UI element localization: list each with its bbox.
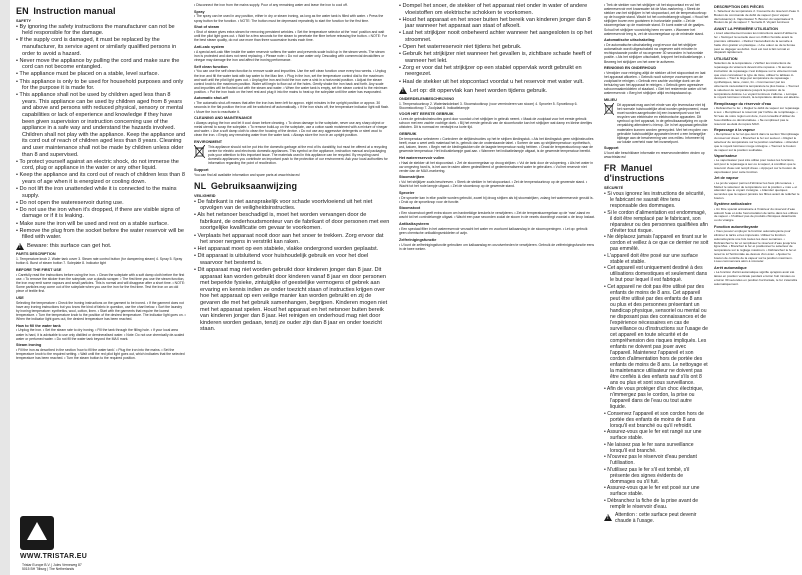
safety-item: • This appliance is only to be used for household purposes and only for the purpose it is made for.: [16, 78, 184, 92]
safety-item: • Haal de stekker uit het stopcontact voordat u het reservoir met water vult.: [399, 78, 584, 85]
column-en-nl: [190, 0, 395, 575]
safety-item: • Si le cordon d'alimentation est endommagé, il doit être remplacé par le fabricant, son réparateur ou des personnes qualifiées afin d'éviter tout risque.: [604, 209, 708, 234]
safety-item: • Do not lift the iron unattended while it is connected to the mains supply.: [16, 186, 177, 199]
fr-safety-list: [604, 191, 709, 510]
safety-item: • Dit apparaat mag niet worden gebruikt door kinderen jonger dan 8 jaar. Dit apparaat kan worden gebruikt door kinderen vanaf 8 jaar en door personen met beperkte fysieke, zintuiglijke of geestelijke vermogens of gebrek aan ervaring en kennis indien ze onder toezicht staan of instructies krijgen over hoe het apparaat op een veilige manier kan worden gebruikt en zij de gevaren die met het gebruik samenhangen, begrijpen. Kinderen mogen niet met het apparaat spelen. Houd het apparaat en het netsnoer buiten bereik van kinderen jonger dan 8 jaar. Het reinigen en onderhoud mag niet door kinderen worden gedaan, tenzij ze ouder zijn dan 8 jaar en onder toezicht staan.: [194, 266, 388, 333]
safety-item: • Afin de vous protéger d'un choc électrique, n'immergez pas le cordon, la prise ou l'appareil dans de l'eau ou tout autre liquide.: [604, 386, 704, 411]
tristar-logo: [20, 516, 54, 550]
en-safety-list: [16, 24, 186, 241]
fr-safety-label: SÉCURITÉ: [604, 186, 624, 191]
safety-item: • Never move the appliance by pulling the cord and make sure the cord can not become entangled.: [16, 57, 180, 71]
safety-item: • Si vous ignorez les instructions de sécurité, le fabricant ne saurait être tenu responsable des dommages.: [604, 191, 705, 210]
en-sections-cont: • Disconnect the iron from the mains supply. Pour of any remaining water and leave the iron to cool off. Spray • The spray can be used in any position, either in dry or steam ironing, as long as the water tank is filled with water. • Press the spray button for the function. • NOTE: The button must be depressed repeatedly to start the function for the first time. Shot of steam • Shot of steam gives extra steam for removing persistent wrinkles. • Set the temperature selector at the 'max' position and wait until the pilot light goes out. • Wait for a few seconds for the steam to penetrate the fibre before releasing the button. • NOTE: For the best steam quality, do not use more than three successive bursts each time. Anti-calc system • A special anti-calc filter inside the water reservoir softens the water and prevents scale build up in the steam vents. The steam iron is protected and does not need replacing. • Please note: • Do not use water only. Descaling with commercial decalcifiers or vinegar may damage the iron and affect the ironing performance. Self clean function • You can use the self clean function to remove scale and impurities. Use the self clean function once every two weeks. • Unplug the iron and fill the water tank with tap water to the Max line. • Plug in the iron, set the temperature control dial to the maximum and wait until the pilot light goes out. • Unplug the iron and hold the iron over a sink in a horizontal position. • Adjust the steam control knob to the maximum position. Water will begin to flow out of the holes. Gently shake the iron back and forth. Any scale and impurities will be flushed out with the steam and water. • When the water tank is empty, set the steam control to the minimum position. • Put the iron back on the heel rest and plug it into the mains to heat up the soleplate until the water has evaporated. Automatic shut-off • The automatic shut-off means that after the iron has been left for approx. eight minutes in the upright position or approx. 30 seconds in the flat position the iron will be switched off automatically. • If the iron shuts off, the temperature indicator light will flash. • Move the iron to reactivate it. CLEANING AND MAINTENANCE • Always unplug the iron and let it cool down before cleaning. • To clean damage to the soleplate, never use any sharp object or metal utensil to scrap the soleplate. • To remove build-up on the soleplate, use a cotton swab moistened with a mixture of vinegar and water. • Use a soft damp cloth to clean the housing of the device. • Do not use any aggressive detergents or steel wool to clean the iron. • Empty any remaining water from the water tank. • Always store the iron in an upright position. ENVIRONMENT This appliance should not be put into the domestic garbage at the end of its durability, but must be offered at a recycling centre for electric and electronic domestic appliances. This symbol on the appliance, instruction manual and packaging puts your attention to this important issue. The materials used in this appliance can be recycled. By recycling used domestic appliances you contribute an important push to the protection of our environment. Ask your local authorities for information regarding the point of recollection. Support You can find all available information and spare parts at www.tristar.eu!: [194, 3, 390, 177]
nl-safety-list: [194, 199, 390, 333]
warning-triangle-icon: [604, 514, 612, 521]
safety-item: • Dit apparaat is uitsluitend voor huishoudelijk gebruik en voor het doel waarvoor het bestemd is.: [194, 253, 369, 266]
safety-item: • Als het netsnoer beschadigd is, moet het worden vervangen door de fabrikant, de onderhoudsmonteur van de fabrikant of door personen met een soortgelijke kwalificatie om gevaar te voorkomen.: [194, 212, 390, 232]
website: WWW.TRISTAR.EU: [20, 553, 88, 560]
safety-item: • Cet appareil ne doit pas être utilisé par des enfants de moins de 8 ans. Cet appareil peut être utilisé par des enfants de 8 ans ou plus et des personnes présentant un handicap physique, sensoriel ou mental ou ne disposant pas des connaissances et de l'expérience nécessaires en cas de surveillance ou d'instructions sur l'usage de cet appareil en toute sécurité et de compréhension des risques impliqués. Les enfants ne doivent pas jouer avec l'appareil. Maintenez l'appareil et son cordon d'alimentation hors de portée des enfants de moins de 8 ans. Le nettoyage et la maintenance utilisateur ne doivent pas être confiés à des enfants sauf s'ils ont 8 ans ou plus et sont sous surveillance.: [604, 283, 708, 386]
safety-item: • By ignoring the safety instructions the manufacturer can not be held responsible for the damage.: [16, 23, 175, 37]
safety-item: • Do not use the iron when it's dropped, if there are visible signs of damage or if it is leaking.: [16, 206, 180, 220]
crossed-bin-icon: [194, 145, 205, 158]
en-title: EN Instruction manual: [16, 6, 116, 16]
en-safety-label: SAFETY: [16, 19, 31, 23]
safety-item: • Do not open the watereservoir during use.: [16, 199, 124, 206]
margin-strip: [0, 0, 10, 575]
en-sections: PARTS DESCRIPTION 1. Temperature knob 2. Water tank cover 3. Steam rate control button (for dampening steam) 4. Spray 5. Spray button 6. Burst of steam button 7. Soleplate 8. Indicator light BEFORE THE FIRST USE • Carefully read the instructions before using the iron. • Clean the soleplate with a soft damp cloth before the first use. • To remove the sticker from the soleplate, use a plastic scraper. • The first time you use the steam function, the iron may emit some vapours and small particles. This is normal and will disappear after a short time. • NOTE: Some particles may come out of the soleplate when you use the iron for the first time. Test the iron on an old piece of textile first. USE Selecting the temperature • Check the ironing instructions on the garment to be ironed. • If the garment does not have any ironing instructions but you know the kind of fabric in question, use the chart below. • Sort the laundry by ironing temperature: synthetics, wool, cotton, linen. • Start with the garments that require the lowest temperature. • Turn the temperature knob to the position of the desired temperature. The indicator light goes on. • When the indicator light goes out, the desired temperature has been reached. How to fill the water tank • Unplug the iron. • Set the steam rate to dry ironing. • Fill the tank through the filling hole. • If your local area water is hard, it is advisable to use only distilled or demineralised water. • Note: Do not use chemically de-scaled water or perfumed water. • Do not fill the water tank beyond the MAX mark. Steam ironing • Fill the iron as described in the section 'how to fill the water tank'. • Plug the iron into the mains. • Set the temperature knob to the required setting. • Wait until the red pilot light goes out, which indicates that the selected temperature has been reached. • Turn the steam button to the required position.: [16, 252, 186, 361]
safety-item: • Laat het strijkijzer nooit onbeheerd achter wanneer het aangesloten is op het stroomnet.: [399, 30, 593, 43]
fr-hot-warning: ! Attention : cette surface peut devenir chaude à l'usage.: [604, 512, 709, 524]
safety-item: • The appliance must be placed on a stable, level surface.: [16, 71, 160, 78]
nl-title: NL Gebruiksaanwijzing: [194, 180, 298, 191]
safety-item: • N'ouvrez pas le réservoir d'eau pendant l'utilisation.: [604, 454, 697, 467]
safety-item: • Assurez-vous que le fer est posé sur une surface stable.: [604, 485, 700, 498]
safety-item: • Assurez-vous que le fer est rangé sur une surface stable.: [604, 429, 702, 442]
column-nl: [395, 0, 600, 575]
safety-item: • Cet appareil est uniquement destiné à des utilisations domestiques et seulement dans le but pour lequel il est fabriqué.: [604, 265, 708, 284]
crossed-bin-icon: [604, 103, 614, 115]
warning-triangle-icon: [399, 87, 407, 94]
safety-item: • Keep the appliance and its cord out of reach of children less than 8 years of age when it is energized or cooling down.: [16, 172, 185, 185]
nl-hot-warning: ! Let op: dit oppervlak kan heet worden tijdens gebruik.: [399, 87, 595, 94]
safety-item: • If the supply cord is damaged, it must be replaced by the manufacturer, its service agent or similarly qualified persons in order to avoid a hazard.: [16, 37, 177, 57]
warning-triangle-icon: [16, 243, 24, 250]
en-hot-warning: ! Beware: this surface can get hot.: [16, 243, 186, 250]
safety-item: • Débranchez la fiche de la prise avant de remplir le réservoir d'eau.: [604, 497, 699, 510]
safety-item: • Gebruik het strijkijzer niet wanneer het gevallen is, zichtbare schade heeft of wanneer het lekt.: [399, 51, 592, 64]
safety-item: • Ne déplacez jamais l'appareil en tirant sur le cordon et veillez à ce que ce dernier ne soit pas emmêlé.: [604, 234, 709, 253]
safety-item: • Zorg er voor dat het strijkijzer op een stabiel oppervlak wordt gebruikt en neergezet.: [399, 64, 582, 78]
safety-item: • Verplaats het apparaat nooit door aan het snoer te trekken. Zorg ervoor dat het snoer nergens in verstrikt kan raken.: [194, 232, 384, 246]
safety-item: • Dompel het snoer, de stekker of het apparaat niet onder in water of andere vloeistoffen om elektrische schokken te voorkomen.: [399, 3, 588, 16]
fr-sections: DESCRIPTION DES PIÈCES 1. Sélecteur de température 2. Couvercle du réservoir d'eau 3. Bouton de commande de débit de vapeur (pour vapeur décroissante) 4. Vaporisateur 5. Bouton du vaporisateur 6. Bouton de jet de vapeur 7. Semelle 8. Voyant lumineux AVANT LA PREMIÈRE UTILISATION • Lisez attentivement toutes les instructions avant d'utiliser le fer. • Nettoyez la semelle avec un chiffon humide avant la première utilisation. • Retirez l'autocollant de la semelle à l'aide d'un grattoir en plastique. • Une odeur ou de la fumée peut se dégager au début. Ceci est tout à fait normal et disparaît rapidement. UTILISATION Sélection de la température • Vérifiez les instructions de repassage du vêtement devant être repassé. • Si aucune instruction de repassage n'est indiquée sur le vêtement mais que vous connaissez le type de tissu, utilisez le tableau ci-dessous. • Triez le linge par température de repassage : synthétiques, laine, coton, lin. • Commencez par les vêtements nécessitant la température la plus basse. • Tournez le sélecteur de température jusqu'à la position de la température désirée. Le voyant lumineux s'allume. • Lorsque le voyant lumineux s'éteint, la température désirée est atteinte. Remplissage du réservoir d'eau • Débranchez le fer. • Réglez le débit de vapeur sur repassage à sec. • Remplissez le réservoir par l'orifice de remplissage. • Si l'eau de votre région est dure, il est conseillé d'utiliser de l'eau distillée ou déminéralisée. • Ne remplissez pas le réservoir au-delà du repère MAX. Repassage à la vapeur • Remplissez le fer tel que décrit dans la section 'Remplissage du réservoir d'eau'. • Branchez le fer sur secteur. • Réglez le sélecteur de température sur la position souhaitée. • Attendez que le voyant lumineux rouge s'éteigne. • Tournez le bouton de vapeur sur la position souhaitée. Vaporisateur • Le vaporisateur peut être utilisé pour toutes les fonctions, soit pour le repassage à sec ou à vapeur, à condition que le réservoir d'eau soit rempli d'eau. • Appuyez sur le bouton du vaporisateur pour cette fonction. Jet de vapeur • Le jet de vapeur permet d'éliminer les faux plis tenaces. • Mettez le sélecteur de température sur la position « max » et attendez que le voyant s'éteigne. • Attendez quelques secondes que la vapeur pénètre les fibres avant de relâcher le bouton. Système anticalcaire • Un filtre spécial anticalcaire à l'intérieur du réservoir d'eau adoucit l'eau et évite l'accumulation de tartre dans les orifices de vapeur. • N'utilisez pas de produits chimiques détartrants ou du vinaigre. Fonction autonettoyante • Vous pouvez employer la fonction autonettoyante pour éliminer le tartre et les impuretés. Utilisez la fonction autonettoyante une fois toutes les deux semaines. • Débranchez le fer et remplissez le réservoir d'eau jusqu'à la ligne Max. • Branchez le fer et positionnez le sélecteur de température sur le réglage maximum. • Débranchez le fer et tenez-le à l'horizontale au-dessus d'un évier. • Ajustez le bouton de contrôle de la vapeur sur la position maximum. L'eau commencera alors à s'écouler. Arrêt automatique • La fonction d'arrêt automatique signifie qu'après avoir été laissé en position verticale pendant environ huit minutes ou environ 30 secondes en position horizontale, le fer s'éteindra automatiquement.: [714, 4, 800, 286]
safety-item: • This appliance shall not be used by children aged less than 8 years. This appliance can be used by children aged from 8 years and above and persons with reduced physical, sensory or mental capabilities or lack of experience and knowledge if they have been given supervision or instruction concerning use of the appliance in a safe way and understand the hazards involved. Children shall not play with the appliance. Keep the appliance and its cord out of reach of children aged less than 8 years. Cleaning and user maintenance shall not be made by children unless older than 8 and supervised.: [16, 92, 186, 158]
safety-item: • Remove the plug from the socket before the water reservoir will be filled with water.: [16, 227, 184, 241]
safety-item: • Open het waterreservoir niet tijdens het gebruik.: [399, 44, 522, 51]
safety-item: • L'appareil doit être posé sur une surface stable et stable.: [604, 252, 698, 265]
safety-item: • N'utilisez pas le fer s'il est tombé, s'il présente des signes évidents de dommages ou s'il fuit.: [604, 466, 690, 485]
safety-item: • De fabrikant is niet aansprakelijk voor schade voortvloeiend uit het niet opvolgen van de veiligheidsinstructies.: [194, 198, 373, 212]
nl-safety-list-cont: [399, 3, 595, 85]
nl-sections-cont: • Trek de stekker van het strijkijzer uit het stopcontact en vul het waterreservoir met kraanwater tot de Max-markering. • Steek de stekker van het strijkijzer in het stopcontact, zet de temperatuurknop op de hoogste stand. Wacht tot het controlelampje uitgaat. • Houd het strijkijzer boven een gootsteen in horizontale positie. • Zet de stoomregelaar op de maximale stand. Er komt water uit de gaatjes. Schud het strijkijzer voorzichtig heen en weer. • Wanneer het waterreservoir leeg is, zet de stoomregelaar op de minimale stand. Automatische uitschakeling • De automatische uitschakeling zorgt ervoor dat het strijkijzer automatisch wordt uitgeschakeld na ongeveer acht minuten in rechtopstaande positie of na ongeveer 30 seconden in horizontale positie. • Als het strijkijzer uitschakelt, knippert het indicatielampje. • Beweeg het strijkijzer om het weer te activeren. REINIGING EN ONDERHOUD • Verwijder voor reiniging altijd de stekker uit het stopcontact en laat het apparaat afkoelen. • Gebruik nooit scherpe voorwerpen om de zoolplaat te reinigen. • Gebruik een zachte vochtige doek om de behuizing van het apparaat te reinigen. • Gebruik geen agressieve schoonmaakmiddelen of staalwol. • Giet het resterende water uit het waterreservoir. • Berg het strijkijzer altijd rechtopstaand op. MILIEU Dit apparaat mag aan het einde van zijn levensduur niet bij het normale huishoudelijke afval worden gedeponeerd, maar moet worden aangeboden bij een inzamelpunt voor het recyclen van elektrische en elektronische apparaten. Dit symbool op het apparaat, in de gebruiksaanwijzing en op de verpakking attendeert u hierop. De in het apparaat gebruikte materialen kunnen worden gerecycled. Met het recyclen van gebruikte huishoudelijke apparaten levert u een belangrijke bijdrage aan de bescherming van ons milieu. Informeer bij uw lokale overheid naar het inzamelpunt. Support U kunt alle beschikbare informatie en reserveonderdelen vinden op www.tristar.eu!: [604, 3, 709, 160]
safety-item: • Het apparaat moet op een stabiele, vlakke ondergrond worden geplaatst.: [194, 246, 379, 253]
safety-item: • Conservez l'appareil et son cordon hors de portée des enfants de moins de 8 ans lorsqu'il est branché ou qu'il refroidit.: [604, 410, 704, 429]
nl-safety-label: VEILIGHEID: [194, 193, 216, 198]
safety-item: • Houd het apparaat en het snoer buiten het bereik van kinderen jonger dan 8 jaar wanneer het apparaat aan staat of afkoelt.: [399, 16, 591, 30]
fr-title: FR Manuel d'instructions: [604, 163, 665, 184]
address: Tristar Europe B.V. | Jules Verneweg 87 5015 BH Tilburg | The Netherlands: [22, 563, 82, 572]
column-nl-fr: [600, 0, 802, 575]
column-en: [0, 0, 190, 575]
safety-item: • Ne laissez pas le fer sans surveillance lorsqu'il est branché.: [604, 441, 694, 454]
safety-item: • Make sure the iron will be used and rest on a stable surface.: [16, 220, 169, 227]
safety-item: • To protect yourself against an electric shock, do not immerse the cord, plug or appliance in the water or any other liquid.: [16, 158, 179, 172]
nl-sections: ONDERDELENBESCHRIJVING 1. Temperatuurknop 2. Watertankdeksel 3. Stoomstootknop (voor verminderen van stoom) 4. Sproeier 5. Sproeiknop 6. Stoomstootknop 7. Zoolplaat 8. Indicatielampje VOOR HET EERSTE GEBRUIK • Lees de gebruiksinstructies goed door voordat u het strijkijzer in gebruik neemt. • Maak de zoolplaat voor het eerste gebruik schoon met een zachte vochtige doek. • Bij het eerste gebruik van de stoomfunctie kan het strijkijzer wat damp en kleine deeltjes uitstoten. Dit is normaal en verdwijnt na korte tijd. GEBRUIK De temperatuur selecteren • Controleer de strijkinstructies op het te strijken kledingstuk. • Als het kledingstuk geen strijkinstructies heeft, maar u weet welk materiaal het is, gebruik dan de onderstaande tabel. • Sorteer de was op strijktemperatuur: synthetisch, wol, katoen, linnen. • Begin met de kledingstukken die de laagste temperatuur nodig hebben. • Draai de temperatuurknop naar de gewenste temperatuur. Het indicatielampje gaat aan. • Wanneer het indicatielampje uitgaat, is de gewenste temperatuur bereikt. Het waterreservoir vullen • Haal de stekker uit het stopcontact. • Zet de stoomregelaar op droog strijken. • Vul de tank door de vulopening. • Als het water in uw omgeving hard is, is het aan te raden alleen gedestilleerd of gedemineraliseerd water te gebruiken. • Vul het reservoir niet verder dan de MAX-markering. Stoomstrijken • Vul het strijkijzer zoals beschreven. • Steek de stekker in het stopcontact. • Zet de temperatuurknop op de gewenste stand. • Wacht tot het rode lampje uitgaat. • Zet de stoomknop op de gewenste stand. Sproeier • De sproeier kan in elke positie worden gebruikt, zowel bij droog strijken als bij stoomstrijken, zolang het waterreservoir gevuld is. • Druk op de sproeiknop voor de functie. Stoomstoot • Een stoomstoot geeft extra stoom om hardnekkige kreukels te verwijderen. • Zet de temperatuurregelaar op de 'max'-stand en wacht tot het controlelampje uitgaat. • Wacht een paar seconden zodat de stoom in de vezels doordringt voordat u de knop loslaat. Antikalksysteem • Een speciaal filter in het waterreservoir verzacht het water en voorkomt kalkaanslag in de stoomopeningen. • Let op: gebruik geen chemische ontkalkingsmiddelen of azijn. Zelfreinigingsfunctie • U kunt de zelfreinigingsfunctie gebruiken om kalkaanslag en onzuiverheden te verwijderen. Gebruik de zelfreinigingsfunctie eens in de twee weken.: [399, 96, 595, 251]
